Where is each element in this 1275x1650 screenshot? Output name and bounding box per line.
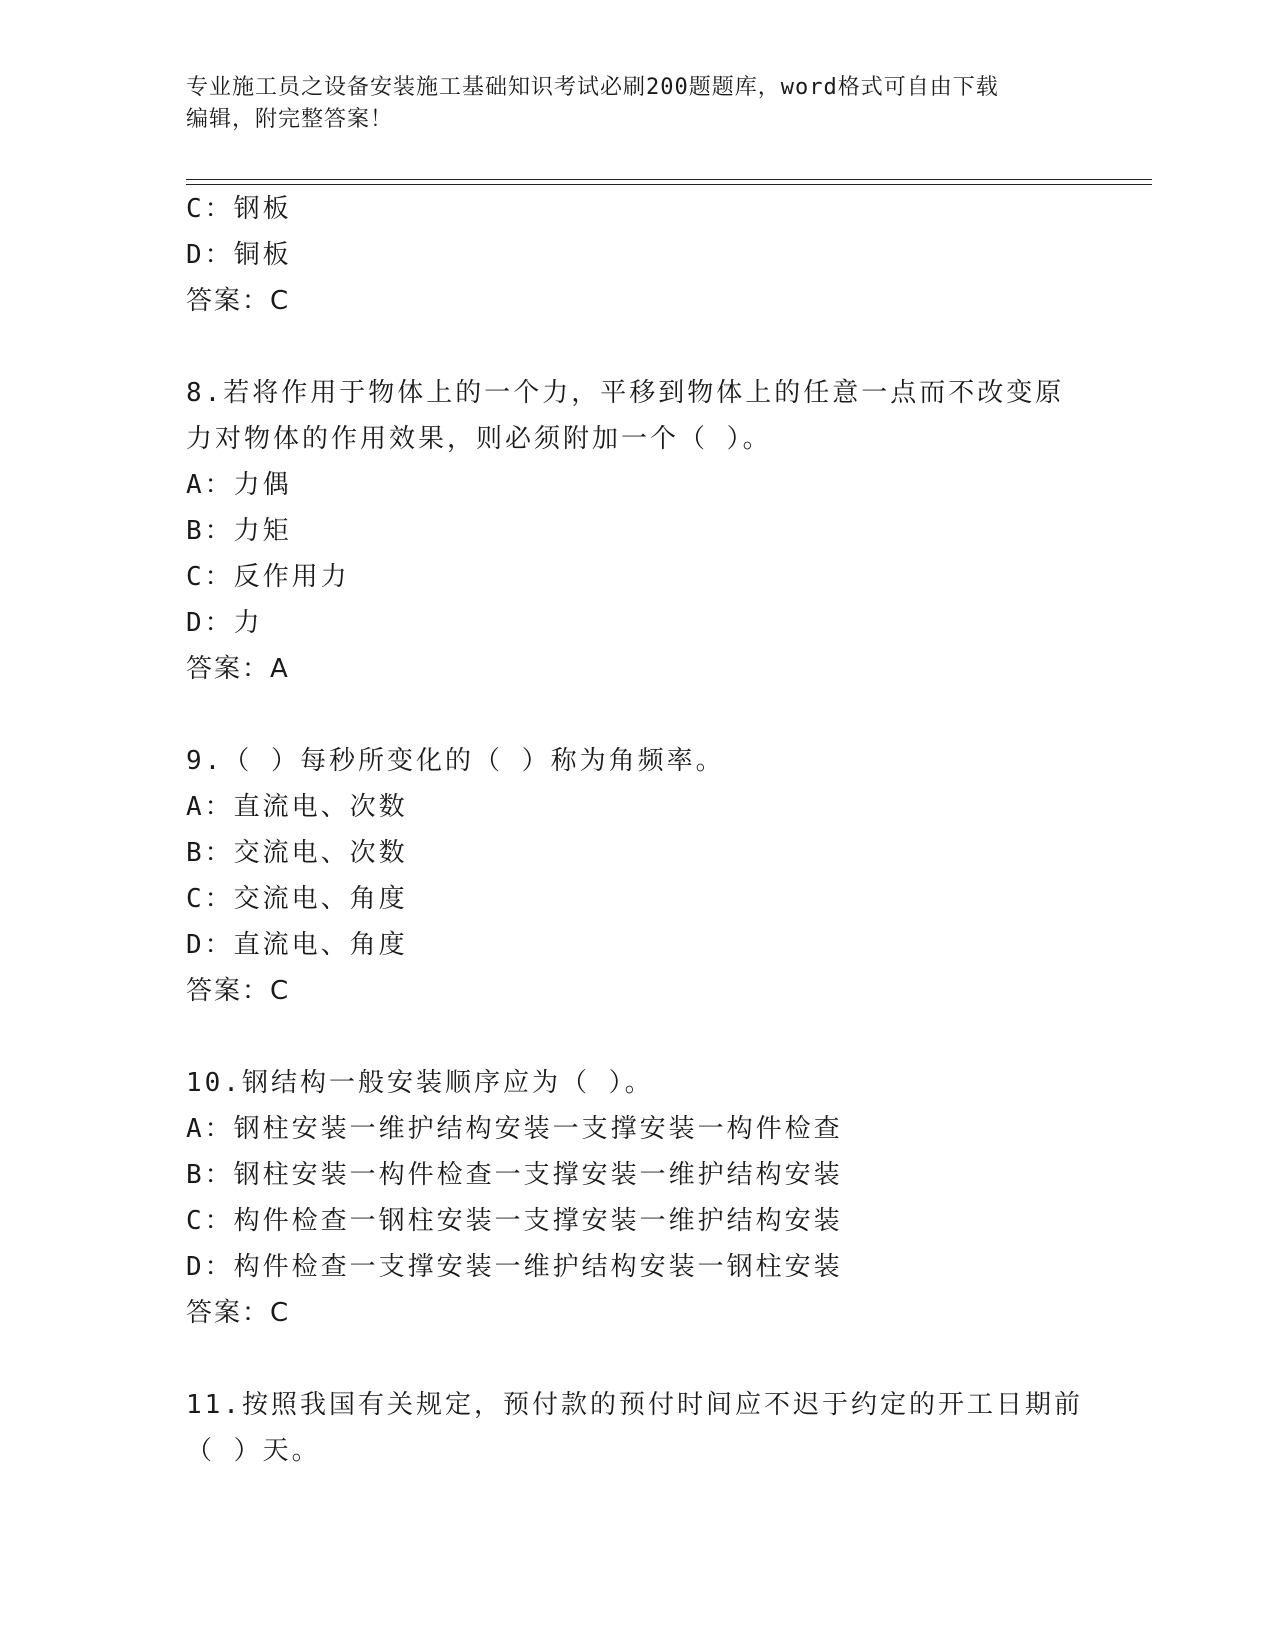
option-b: B：钢柱安装一构件检查一支撑安装一维护结构安装: [186, 1160, 843, 1190]
spacer: [186, 1336, 1086, 1382]
question-11: [186, 1382, 1086, 1474]
option-a: A：力偶: [186, 470, 292, 500]
document-header: [186, 72, 1076, 136]
answer: 答案：C: [186, 976, 291, 1006]
spacer: [186, 1014, 1086, 1060]
header-title-line-1: 专业施工员之设备安装施工基础知识考试必刷200题题库，word格式可自由下载: [186, 75, 999, 100]
option-b: B：力矩: [186, 516, 292, 546]
option-d: D：铜板: [186, 240, 292, 270]
header-divider-bottom: [186, 184, 1152, 185]
option-c: C：构件检查一钢柱安装一支撑安装一维护结构安装: [186, 1206, 843, 1236]
option-c: C：交流电、角度: [186, 884, 408, 914]
option-a: A：直流电、次数: [186, 792, 408, 822]
header-divider-top: [186, 179, 1152, 180]
spacer: [186, 324, 1086, 370]
question-stem-continued: 力对物体的作用效果，则必须附加一个（ ）。: [186, 424, 772, 454]
question-9: [186, 738, 1086, 1014]
question-stem: 8.若将作用于物体上的一个力，平移到物体上的任意一点而不改变原: [186, 378, 1065, 408]
question-stem: 9.（ ）每秒所变化的（ ）称为角频率。: [186, 746, 725, 776]
option-b: B：交流电、次数: [186, 838, 408, 868]
question-8: [186, 370, 1086, 692]
question-stem: 11.按照我国有关规定，预付款的预付时间应不迟于约定的开工日期前: [186, 1390, 1083, 1420]
question-stem: 10.钢结构一般安装顺序应为（ ）。: [186, 1068, 654, 1098]
spacer: [186, 692, 1086, 738]
answer: 答案：C: [186, 286, 291, 316]
option-d: D：力: [186, 608, 263, 638]
option-d: D：直流电、角度: [186, 930, 408, 960]
question-10: [186, 1060, 1086, 1336]
question-stem-continued: （ ）天。: [186, 1436, 321, 1466]
answer: 答案：A: [186, 654, 290, 684]
option-d: D：构件检查一支撑安装一维护结构安装一钢柱安装: [186, 1252, 843, 1282]
option-c: C：反作用力: [186, 562, 350, 592]
answer: 答案：C: [186, 1298, 291, 1328]
option-a: A：钢柱安装一维护结构安装一支撑安装一构件检查: [186, 1114, 843, 1144]
option-c: C：钢板: [186, 194, 292, 224]
header-title-line-2: 编辑，附完整答案！: [186, 107, 394, 132]
question-content: [186, 186, 1086, 1474]
